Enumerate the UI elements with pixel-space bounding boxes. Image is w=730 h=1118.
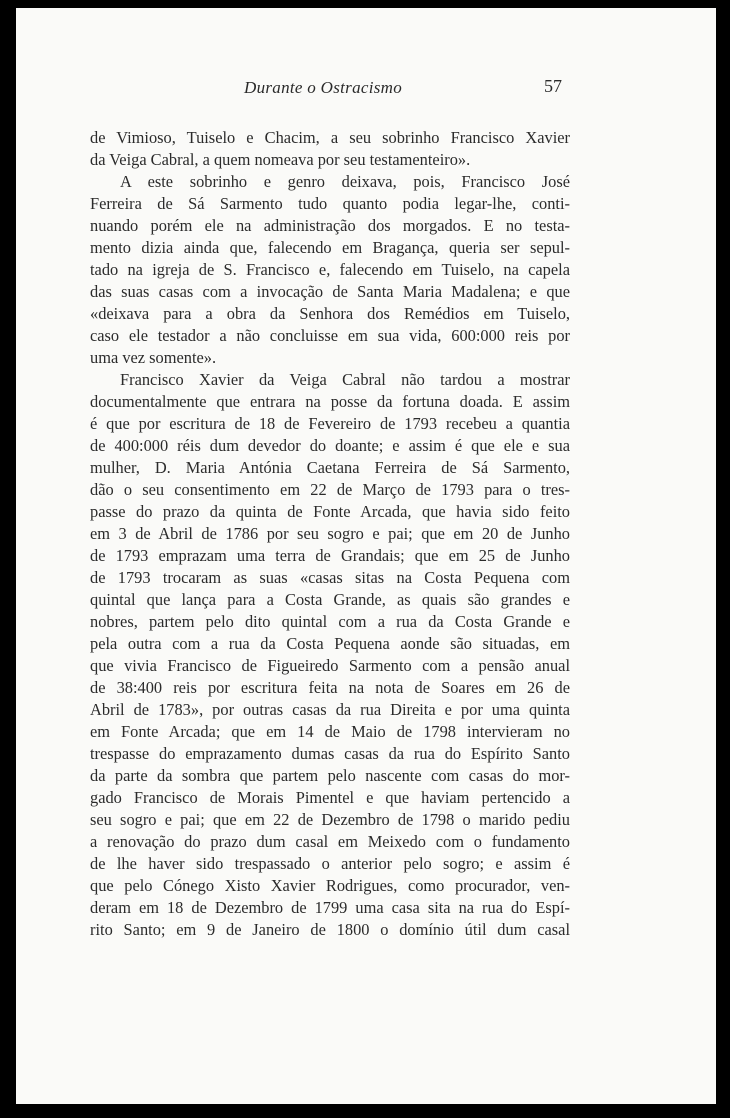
text-line: que pelo Cónego Xisto Xavier Rodrigues, como procurador, ven- <box>90 876 570 895</box>
text-line: em Fonte Arcada; que em 14 de Maio de 1798 intervieram no <box>90 722 570 741</box>
text-line: é que por escritura de 18 de Fevereiro de 1793 recebeu a quantia <box>90 414 570 433</box>
text-line: a renovação do prazo dum casal em Meixedo com o fundamento <box>90 832 570 851</box>
text-line: em 3 de Abril de 1786 por seu sogro e pai; que em 20 de Junho <box>90 524 570 543</box>
text-line: quintal que lança para a Costa Grande, as quais são grandes e <box>90 590 570 609</box>
text-line: mento dizia ainda que, falecendo em Bragança, queria ser sepul- <box>90 238 570 257</box>
running-title: Durante o Ostracismo <box>244 78 403 97</box>
page-number: 57 <box>544 76 562 96</box>
text-line: seu sogro e pai; que em 22 de Dezembro de 1798 o marido pediu <box>90 810 570 829</box>
text-line: trespasse do emprazamento dumas casas da rua do Espírito Santo <box>90 744 570 763</box>
text-line: «deixava para a obra da Senhora dos Remédios em Tuiselo, <box>90 304 570 323</box>
text-line: de Vimioso, Tuiselo e Chacim, a seu sobrinho Francisco Xavier <box>90 128 570 147</box>
book-page <box>16 8 716 1104</box>
text-line: uma vez somente». <box>90 348 217 367</box>
text-line: Ferreira de Sá Sarmento tudo quanto podia legar-lhe, conti- <box>90 194 570 213</box>
text-line: que vivia Francisco de Figueiredo Sarmento com a pensão anual <box>90 656 570 675</box>
text-line: Abril de 1783», por outras casas da rua Direita e por uma quinta <box>90 700 570 719</box>
text-line: mulher, D. Maria Antónia Caetana Ferreira de Sá Sarmento, <box>90 458 570 477</box>
text-line: de 38:400 reis por escritura feita na nota de Soares em 26 de <box>90 678 570 697</box>
text-line: deram em 18 de Dezembro de 1799 uma casa sita na rua do Espí- <box>90 898 570 917</box>
text-line: de 1793 emprazam uma terra de Grandais; que em 25 de Junho <box>90 546 570 565</box>
text-line: caso ele testador a não concluisse em sua vida, 600:000 reis por <box>90 326 570 345</box>
text-line: gado Francisco de Morais Pimentel e que haviam pertencido a <box>90 788 570 807</box>
text-line: Francisco Xavier da Veiga Cabral não tardou a mostrar <box>120 370 570 389</box>
text-line: da Veiga Cabral, a quem nomeava por seu testamenteiro». <box>90 150 471 169</box>
text-line: de lhe haver sido trespassado o anterior pelo sogro; e assim é <box>90 854 570 873</box>
text-line: pela outra com a rua da Costa Pequena aonde são situadas, em <box>90 634 570 653</box>
text-line: documentalmente que entrara na posse da fortuna doada. E assim <box>90 392 570 411</box>
text-line: da parte da sombra que partem pelo nascente com casas do mor- <box>90 766 570 785</box>
text-line: nobres, partem pelo dito quintal com a rua da Costa Grande e <box>90 612 570 631</box>
text-line: A este sobrinho e genro deixava, pois, Francisco José <box>120 172 570 191</box>
text-line: de 1793 trocaram as suas «casas sitas na Costa Pequena com <box>90 568 570 587</box>
text-line: dão o seu consentimento em 22 de Março de 1793 para o tres- <box>90 480 570 499</box>
text-line: tado na igreja de S. Francisco e, falecendo em Tuiselo, na capela <box>90 260 570 279</box>
text-line: das suas casas com a invocação de Santa Maria Madalena; e que <box>90 282 570 301</box>
text-line: de 400:000 réis dum devedor do doante; e assim é que ele e sua <box>90 436 570 455</box>
body-text <box>90 127 570 941</box>
text-line: passe do prazo da quinta de Fonte Arcada, que havia sido feito <box>90 502 570 521</box>
text-line: rito Santo; em 9 de Janeiro de 1800 o domínio útil dum casal <box>90 920 570 939</box>
page-header <box>16 78 716 102</box>
text-line: nuando porém ele na administração dos morgados. E no testa- <box>90 216 570 235</box>
